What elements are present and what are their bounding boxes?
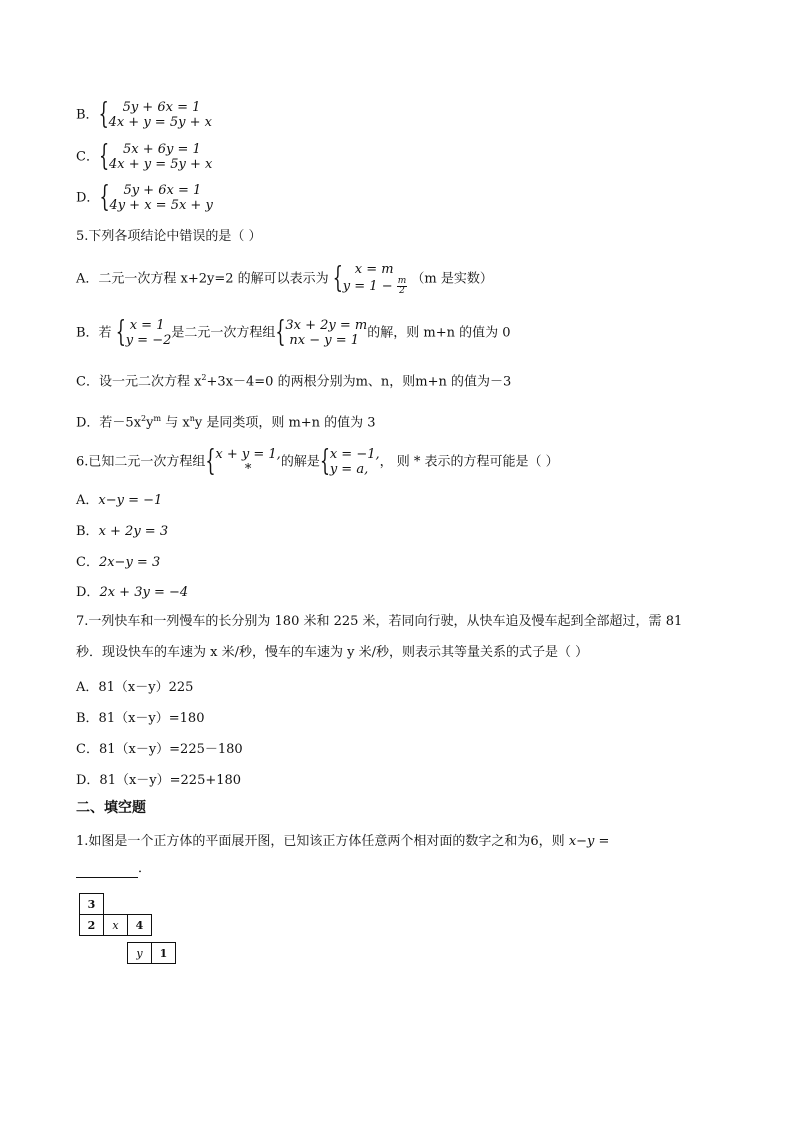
equation-row: 4x + y = 5y + x xyxy=(108,157,213,172)
option-text: C．设一元二次方程 x xyxy=(76,374,202,390)
q6-option-d xyxy=(76,581,188,600)
brace-icon: { xyxy=(98,138,110,173)
brace-icon: { xyxy=(99,179,110,214)
q7-stem-line2: 秒．现设快车的车速为 x 米/秒，慢车的车速为 y 米/秒，则表示其等量关系的式子是（ ） xyxy=(76,645,589,660)
q7-option-a: A．81（x－y）225 xyxy=(76,680,194,695)
q6-option-c xyxy=(76,551,160,570)
superscript: n xyxy=(189,414,195,423)
q6-stem xyxy=(76,443,559,478)
equation-row: x + y = 1, xyxy=(215,447,281,462)
answer-blank[interactable] xyxy=(76,863,138,878)
q6-option-b xyxy=(76,520,168,539)
brace-icon: { xyxy=(205,443,216,478)
q5-option-c xyxy=(76,369,511,391)
option-text: y xyxy=(146,415,154,431)
brace-icon: { xyxy=(319,443,331,478)
section-heading: 二、填空题 xyxy=(76,800,146,816)
option-label: B． xyxy=(76,524,99,539)
option-label: A． xyxy=(76,493,99,508)
net-cell: x xyxy=(103,914,128,936)
option-text: A．二元一次方程 x+2y=2 的解可以表示为 xyxy=(76,271,329,287)
option-text: （m 是实数） xyxy=(411,271,493,287)
option-text: 是二元一次方程组 xyxy=(171,325,276,341)
net-cell: 3 xyxy=(79,893,104,915)
option-text: +3x－4=0 的两根分别为m、n，则m+n 的值为－3 xyxy=(206,374,512,390)
equation-row: 4y + x = 5x + y xyxy=(109,198,213,213)
q7-stem-line1: 7.一列快车和一列慢车的长分别为 180 米和 225 米，若同向行驶，从快车追及慢车起到全部超过，需 81 xyxy=(76,614,683,629)
q7-option-d: D．81（x－y）=225+180 xyxy=(76,773,242,788)
equation-row: y = −2 xyxy=(125,333,172,348)
equation-row: * xyxy=(244,462,252,477)
q5-option-a xyxy=(76,262,493,296)
brace-icon: { xyxy=(98,96,109,131)
question-expression: x−y = xyxy=(568,834,610,849)
question-text: 1.如图是一个正方体的平面展开图，已知该正方体任意两个相对面的数字之和为6，则 xyxy=(76,834,569,849)
option-label: D． xyxy=(76,190,100,206)
equation-row: 3x + 2y = m xyxy=(285,318,368,333)
cube-net-figure xyxy=(79,893,181,967)
option-text: B．若 xyxy=(76,325,112,341)
superscript: 2 xyxy=(141,414,147,423)
superscript: m xyxy=(153,414,162,423)
option-label: D． xyxy=(76,585,100,600)
option-label: C． xyxy=(76,149,99,165)
fill-q1-answer xyxy=(76,860,151,878)
equation-row: nx − y = 1 xyxy=(289,333,360,348)
net-cell: 1 xyxy=(151,942,176,964)
option-equation: x + 2y = 3 xyxy=(98,524,169,539)
brace-icon: { xyxy=(275,314,286,349)
option-equation: 2x−y = 3 xyxy=(98,555,161,570)
q4-option-c xyxy=(76,138,213,173)
q5-option-b xyxy=(76,314,511,349)
equation-row: y = 1 − xyxy=(342,279,397,294)
equation-row: 5y + 6x = 1 xyxy=(122,100,201,115)
brace-icon: { xyxy=(332,260,343,295)
q6-option-a xyxy=(76,489,162,508)
superscript: 2 xyxy=(201,373,207,382)
fraction-denominator: 2 xyxy=(399,286,405,296)
q7-option-b: B．81（x－y）=180 xyxy=(76,711,205,726)
option-label: C． xyxy=(76,555,99,570)
option-text: 的解，则 m+n 的值为 0 xyxy=(367,325,511,341)
fraction xyxy=(397,277,408,296)
option-text: D．若－5x xyxy=(76,415,142,431)
stem-text: ， 则 * 表示的方程可能是（ ） xyxy=(379,454,559,470)
net-cell: 4 xyxy=(127,914,152,936)
option-equation: x−y = −1 xyxy=(98,493,163,508)
q4-option-d xyxy=(76,179,213,214)
question-text: ． xyxy=(138,861,152,876)
q7-option-c: C．81（x－y）=225－180 xyxy=(76,742,243,757)
option-text: y 是同类项，则 m+n 的值为 3 xyxy=(194,415,376,431)
equation-row: x = −1, xyxy=(329,447,380,462)
equation-row: 4x + y = 5y + x xyxy=(108,115,212,130)
equation-row: y = a, xyxy=(329,462,369,477)
equation-row: 5y + 6x = 1 xyxy=(123,183,202,198)
q5-stem: 5.下列各项结论中错误的是（ ） xyxy=(76,229,262,244)
net-cell: y xyxy=(127,942,152,964)
stem-text: 的解是 xyxy=(280,454,320,470)
q4-option-b xyxy=(76,96,212,131)
equation-row: x = m xyxy=(354,262,394,277)
q5-option-d xyxy=(76,410,376,432)
fill-q1-text xyxy=(76,833,609,851)
fraction-numerator: m xyxy=(397,276,407,286)
net-cell: 2 xyxy=(79,914,104,936)
option-text: 与 x xyxy=(161,415,190,431)
equation-row: 5x + 6y = 1 xyxy=(122,142,201,157)
brace-icon: { xyxy=(115,314,126,349)
option-label: B． xyxy=(76,107,99,123)
equation-row: x = 1 xyxy=(129,318,165,333)
option-equation: 2x + 3y = −4 xyxy=(99,585,189,600)
stem-text: 6.已知二元一次方程组 xyxy=(76,454,206,470)
